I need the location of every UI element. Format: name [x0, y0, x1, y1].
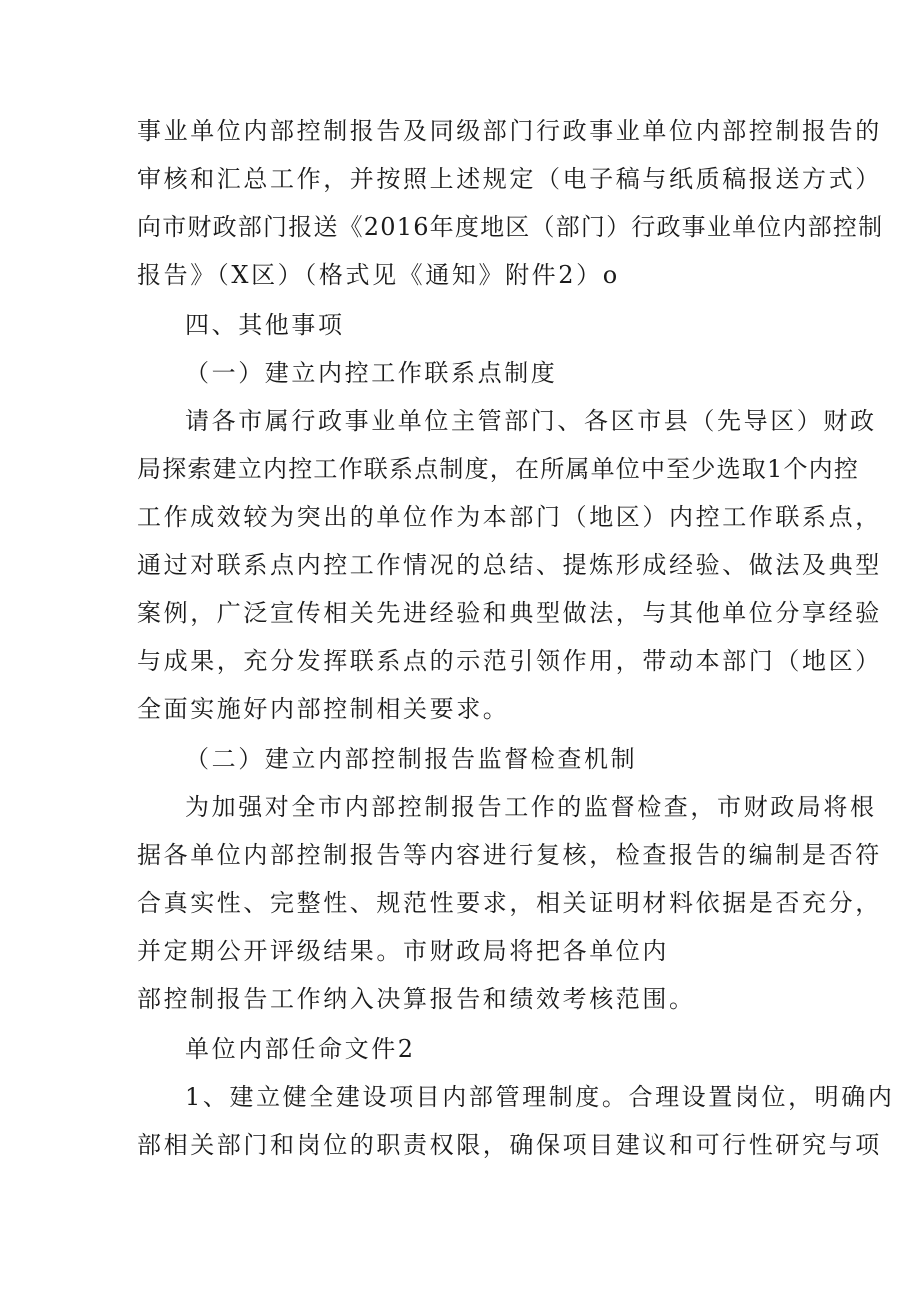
subsection-heading: （二）建立内部控制报告监督检查机制: [185, 745, 638, 773]
paragraph-first-line: 1、建立健全建设项目内部管理制度。合理设置岗位，明确内: [185, 1083, 895, 1111]
paragraph-first-line: 为加强对全市内部控制报告工作的监督检查，市财政局将根: [185, 793, 877, 821]
text-line: 向市财政部门报送《2016年度地区（部门）行政事业单位内部控制: [137, 213, 884, 241]
text-line: 通过对联系点内控工作情况的总结、提炼形成经验、做法及典型: [137, 551, 882, 579]
text-line: 案例，广泛宣传相关先进经验和典型做法，与其他单位分享经验: [137, 599, 882, 627]
text-line: 审核和汇总工作，并按照上述规定（电子稿与纸质稿报送方式）: [137, 165, 882, 193]
text-line: 与成果，充分发挥联系点的示范引领作用，带动本部门（地区）: [137, 647, 882, 675]
text-line: 报告》（X区）（格式见《通知》附件2）o: [137, 261, 620, 289]
paragraph-first-line: 请各市属行政事业单位主管部门、各区市县（先导区）财政: [185, 407, 877, 435]
section-heading: 四、其他事项: [185, 311, 345, 339]
text-line: 事业单位内部控制报告及同级部门行政事业单位内部控制报告的: [137, 117, 882, 145]
text-line: 局探索建立内控工作联系点制度，在所属单位中至少选取1个内控: [137, 455, 860, 483]
text-line: 全面实施好内部控制相关要求。: [137, 695, 510, 723]
text-line: 据各单位内部控制报告等内容进行复核，检查报告的编制是否符: [137, 841, 882, 869]
subsection-heading: （一）建立内控工作联系点制度: [185, 359, 558, 387]
section-heading: 单位内部任命文件2: [185, 1035, 416, 1063]
text-line: 合真实性、完整性、规范性要求，相关证明材料依据是否充分，: [137, 889, 882, 917]
text-line: 部控制报告工作纳入决算报告和绩效考核范围。: [137, 985, 696, 1013]
text-line: 并定期公开评级结果。市财政局将把各单位内: [137, 937, 669, 965]
text-line: 工作成效较为突出的单位作为本部门（地区）内控工作联系点，: [137, 503, 882, 531]
text-line: 部相关部门和岗位的职责权限，确保项目建议和可行性研究与项: [137, 1131, 882, 1159]
